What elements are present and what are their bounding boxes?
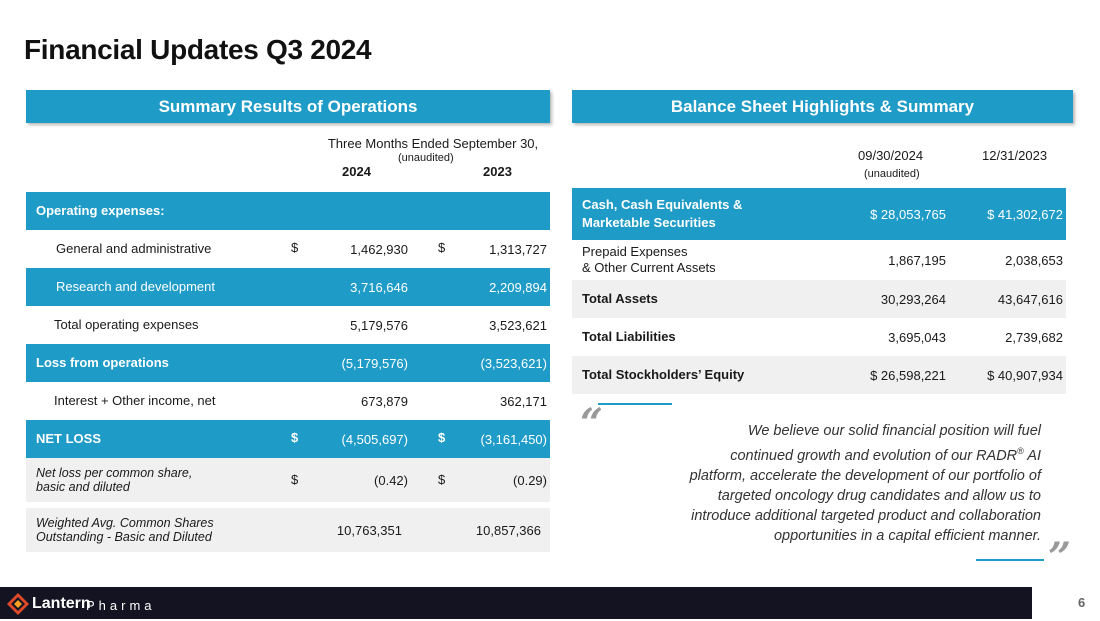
- value-2024: 3,716,646: [350, 279, 408, 295]
- value-2024: (4,505,697): [341, 431, 408, 447]
- row-label: General and administrative: [56, 240, 212, 256]
- row-label: Total Assets: [582, 291, 658, 307]
- period-header: Three Months Ended September 30,: [327, 136, 539, 151]
- table-row: [572, 356, 1066, 394]
- value-2023: (3,161,450): [480, 431, 547, 447]
- balance-sheet-banner: Balance Sheet Highlights & Summary: [572, 90, 1073, 123]
- value-2023: 362,171: [500, 393, 547, 409]
- value-12-31-2023: 2,038,653: [1005, 252, 1063, 268]
- table-row: [26, 458, 550, 502]
- close-quote-mark: ”: [1048, 534, 1072, 581]
- value-09-30-2024: 3,695,043: [888, 329, 946, 345]
- row-label: Prepaid Expenses & Other Current Assets: [582, 244, 716, 275]
- value-2023: 1,313,727: [489, 241, 547, 257]
- row-label: Net loss per common share, basic and diluted: [36, 465, 193, 494]
- lantern-diamond-icon: [6, 592, 30, 621]
- brand-name: Lantern: [32, 595, 91, 612]
- value-12-31-2023: $ 40,907,934: [987, 367, 1063, 383]
- unaudited-note: (unaudited): [864, 168, 920, 180]
- table-row: [26, 268, 550, 306]
- quote-line: We believe our solid financial position will fuel: [747, 423, 1041, 439]
- quote-line: opportunities in a capital efficient manner.: [773, 527, 1041, 544]
- value-2023: (0.29): [513, 472, 547, 488]
- value-12-31-2023: 43,647,616: [997, 291, 1063, 307]
- currency-symbol: $: [438, 240, 446, 255]
- summary-results-banner: Summary Results of Operations: [26, 90, 550, 123]
- table-row: [572, 240, 1066, 280]
- value-2024: 10,763,351: [336, 522, 402, 538]
- column-header-09-30-2024: 09/30/2024: [858, 148, 924, 163]
- value-2024: (0.42): [374, 472, 408, 488]
- currency-symbol: $: [291, 430, 299, 445]
- table-row: [26, 420, 550, 458]
- table-row: [26, 306, 550, 344]
- page-number: 6: [1078, 595, 1086, 610]
- registered-mark: ®: [1017, 446, 1024, 456]
- value-09-30-2024: 30,293,264: [880, 291, 946, 307]
- quote-bottom-rule: [976, 559, 1044, 561]
- quote-text: [612, 421, 1041, 546]
- currency-symbol: $: [438, 430, 446, 445]
- quote-top-rule: [598, 403, 672, 405]
- row-label: Total operating expenses: [54, 316, 199, 332]
- column-header-12-31-2023: 12/31/2023: [982, 148, 1048, 163]
- quote-line-text: continued growth and evolution of our RADR: [730, 447, 1018, 464]
- table-row: [26, 382, 550, 420]
- currency-symbol: $: [438, 472, 446, 487]
- table-row: [26, 344, 550, 382]
- value-09-30-2024: $ 26,598,221: [870, 367, 946, 383]
- unaudited-note: (unaudited): [398, 152, 454, 164]
- row-label: Cash, Cash Equivalents & Marketable Securities: [582, 197, 743, 230]
- quote-line: platform, accelerate the development of our portfolio of: [689, 467, 1041, 484]
- value-2024: 1,462,930: [350, 241, 408, 257]
- value-2024: (5,179,576): [341, 355, 408, 371]
- value-09-30-2024: $ 28,053,765: [870, 206, 946, 222]
- column-header-2023: 2023: [483, 164, 512, 179]
- brand-subtitle: Pharma: [86, 598, 156, 613]
- value-2024: 5,179,576: [350, 317, 408, 333]
- value-2024: 673,879: [361, 393, 408, 409]
- open-quote-mark: “: [580, 400, 604, 447]
- table-row: [26, 508, 550, 552]
- value-2023: (3,523,621): [480, 355, 547, 371]
- currency-symbol: $: [291, 240, 299, 255]
- table-row: [572, 280, 1066, 318]
- value-12-31-2023: 2,739,682: [1005, 329, 1063, 345]
- row-label: Research and development: [56, 278, 215, 294]
- currency-symbol: $: [291, 472, 299, 487]
- table-row: [26, 230, 550, 268]
- table-row: [572, 188, 1066, 240]
- quote-line: introduce additional targeted product and collaboration: [691, 507, 1041, 524]
- quote-line-text: AI: [1023, 447, 1041, 464]
- column-header-2024: 2024: [342, 164, 371, 179]
- row-label: Weighted Avg. Common Shares Outstanding - Basic and Diluted: [36, 515, 214, 544]
- value-2023: 10,857,366: [475, 522, 541, 538]
- row-label: Operating expenses:: [36, 202, 165, 218]
- value-09-30-2024: 1,867,195: [888, 252, 946, 268]
- row-label: Total Stockholders’ Equity: [582, 367, 745, 383]
- quote-line: [612, 441, 1041, 466]
- row-label: Interest + Other income, net: [54, 392, 216, 408]
- row-label: Total Liabilities: [582, 329, 676, 345]
- value-12-31-2023: $ 41,302,672: [987, 206, 1063, 222]
- row-label: Loss from operations: [36, 354, 169, 370]
- table-row: [572, 318, 1066, 356]
- table-row: [26, 192, 550, 230]
- quote-line: targeted oncology drug candidates and allow us to: [717, 487, 1041, 504]
- value-2023: 2,209,894: [489, 279, 547, 295]
- row-label: NET LOSS: [36, 430, 102, 446]
- page-title: Financial Updates Q3 2024: [24, 34, 372, 65]
- value-2023: 3,523,621: [489, 317, 547, 333]
